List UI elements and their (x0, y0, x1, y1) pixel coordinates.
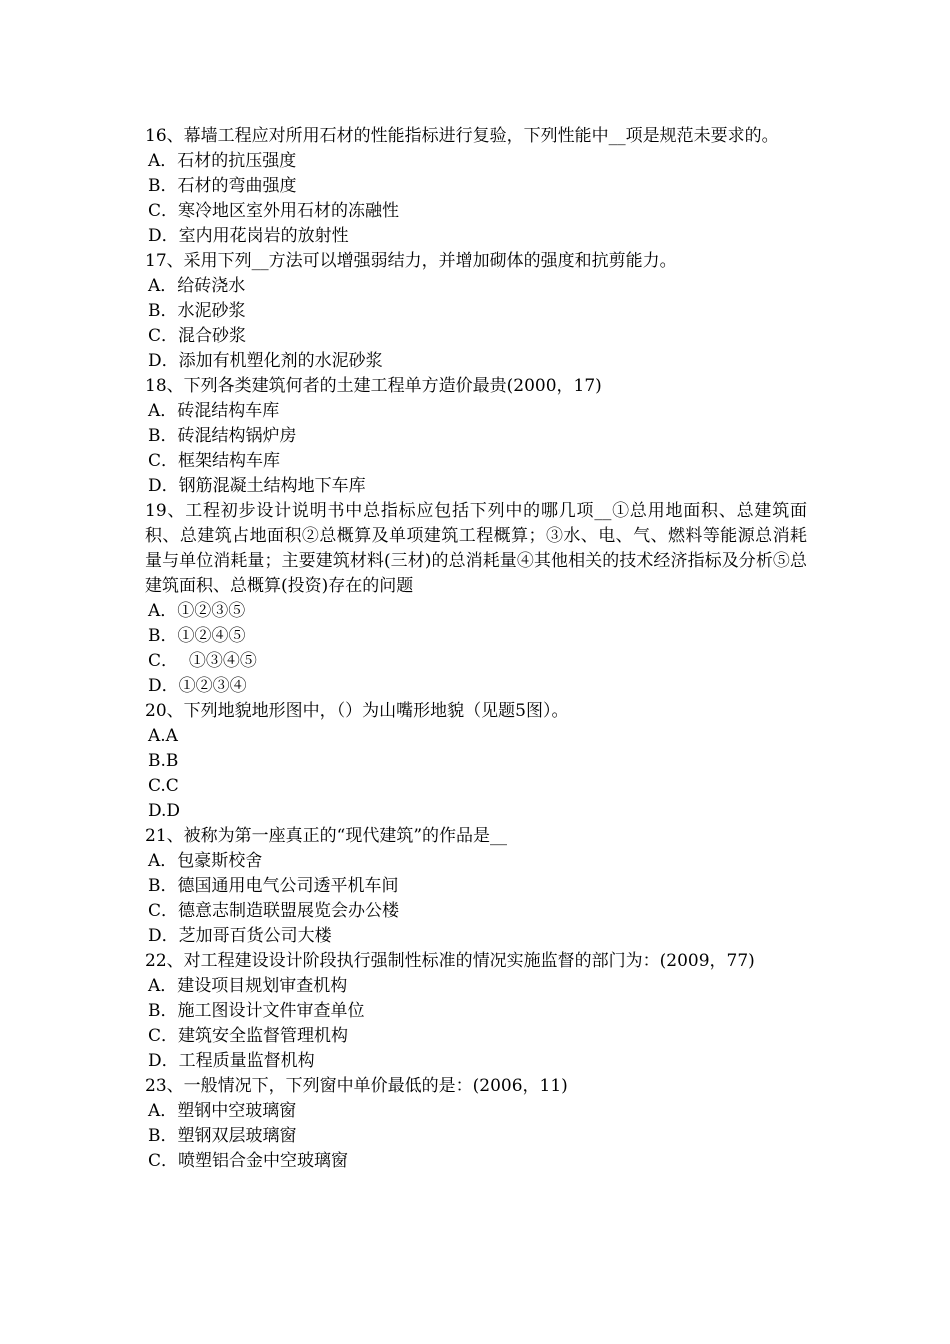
question-16: 16、幕墙工程应对所用石材的性能指标进行复验，下列性能中__项是规范未要求的。 (145, 126, 779, 146)
option-21-a: A．包豪斯校舍 (148, 851, 263, 871)
option-23-b: B．塑钢双层玻璃窗 (148, 1126, 297, 1146)
option-16-d: D．室内用花岗岩的放射性 (148, 226, 349, 246)
option-21-d: D．芝加哥百货公司大楼 (148, 926, 332, 946)
document-page (145, 124, 807, 1174)
option-19-c: C． ①③④⑤ (148, 651, 257, 671)
option-20-d: D.D (148, 801, 181, 821)
option-19-d: D．①②③④ (148, 676, 247, 696)
option-19-b: B．①②④⑤ (148, 626, 246, 646)
option-18-c: C．框架结构车库 (148, 451, 281, 471)
question-19: 19、工程初步设计说明书中总指标应包括下列中的哪几项__①总用地面积、总建筑面积、总建筑占地面积②总概算及单项建筑工程概算；③水、电、气、燃料等能源总消耗量与单位消耗量；主要建筑材料(三材)的总消耗量④其他相关的技术经济指标及分析⑤总建筑面积、总概算(投资)存在的问题 (145, 501, 807, 596)
option-17-b: B．水泥砂浆 (148, 301, 246, 321)
option-16-a: A．石材的抗压强度 (148, 151, 297, 171)
question-22: 22、对工程建设设计阶段执行强制性标准的情况实施监督的部门为：(2009，77) (145, 951, 755, 971)
option-23-a: A．塑钢中空玻璃窗 (148, 1101, 297, 1121)
question-20: 20、下列地貌地形图中，（）为山嘴形地貌（见题5图）。 (145, 701, 569, 721)
option-18-a: A．砖混结构车库 (148, 401, 280, 421)
option-18-b: B．砖混结构锅炉房 (148, 426, 297, 446)
option-21-b: B．德国通用电气公司透平机车间 (148, 876, 399, 896)
option-19-a: A．①②③⑤ (148, 601, 246, 621)
option-20-a: A.A (148, 726, 178, 746)
question-23: 23、一般情况下，下列窗中单价最低的是：(2006，11) (145, 1076, 568, 1096)
option-20-b: B.B (148, 751, 179, 771)
option-22-c: C．建筑安全监督管理机构 (148, 1026, 349, 1046)
option-23-c: C．喷塑铝合金中空玻璃窗 (148, 1151, 349, 1171)
option-17-a: A．给砖浇水 (148, 276, 246, 296)
option-22-b: B．施工图设计文件审查单位 (148, 1001, 365, 1021)
option-17-d: D．添加有机塑化剂的水泥砂浆 (148, 351, 383, 371)
option-16-c: C．寒冷地区室外用石材的冻融性 (148, 201, 400, 221)
option-20-c: C.C (148, 776, 179, 796)
option-17-c: C．混合砂浆 (148, 326, 247, 346)
option-22-d: D．工程质量监督机构 (148, 1051, 315, 1071)
option-21-c: C．德意志制造联盟展览会办公楼 (148, 901, 400, 921)
option-16-b: B．石材的弯曲强度 (148, 176, 297, 196)
question-18: 18、下列各类建筑何者的土建工程单方造价最贵(2000，17) (145, 376, 602, 396)
option-22-a: A．建设项目规划审查机构 (148, 976, 348, 996)
question-17: 17、采用下列__方法可以增强弱结力，并增加砌体的强度和抗剪能力。 (145, 251, 677, 271)
question-21: 21、被称为第一座真正的“现代建筑”的作品是__ (145, 826, 508, 846)
option-18-d: D．钢筋混凝土结构地下车库 (148, 476, 366, 496)
